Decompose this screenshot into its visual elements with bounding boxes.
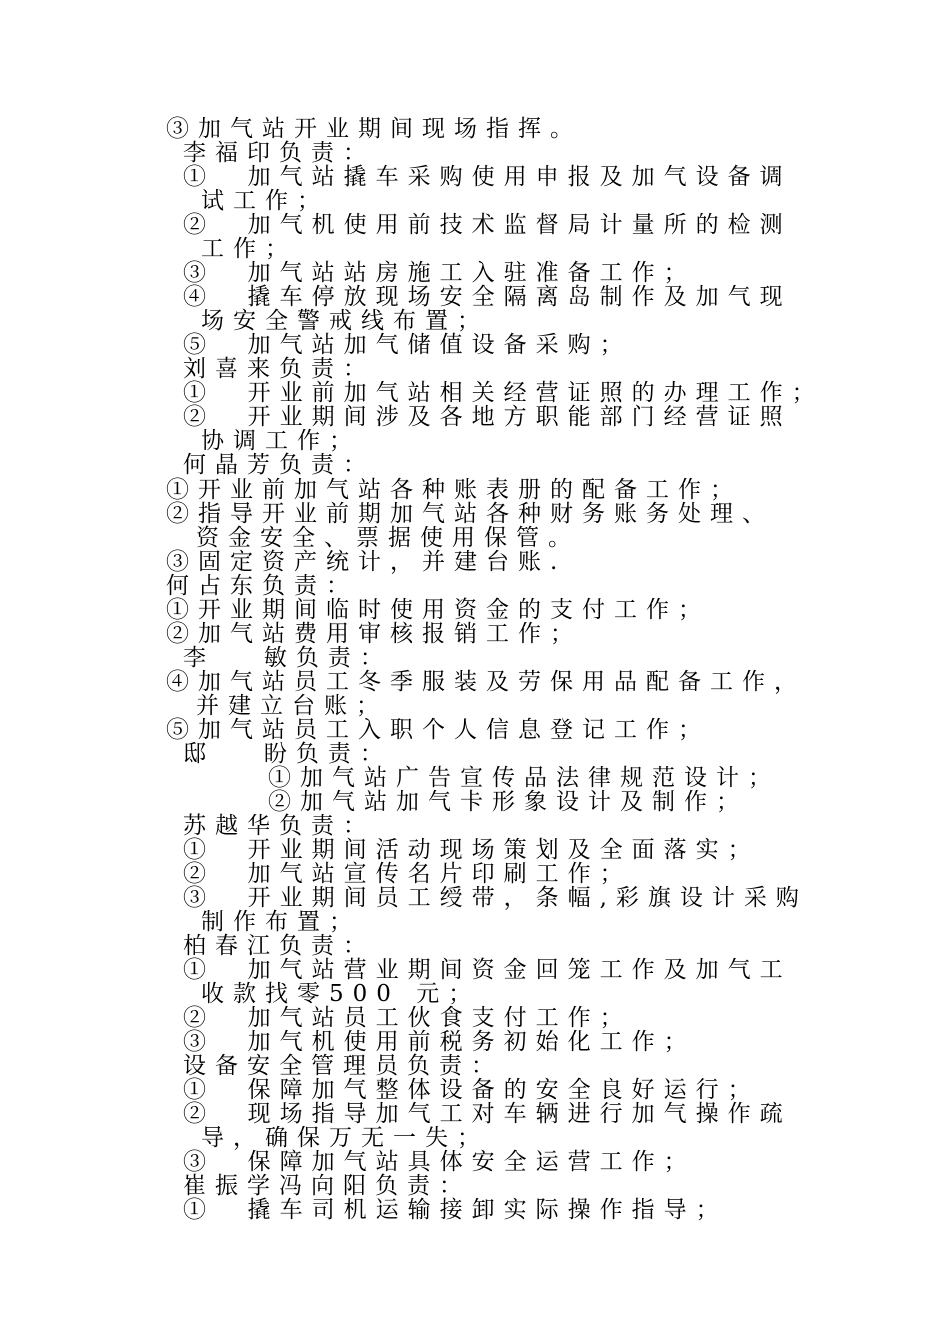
text-line: ⑤ 加气站加气储值设备采购； bbox=[183, 332, 632, 358]
text-line: 设备安全管理员负责： bbox=[183, 1053, 503, 1079]
text-line: 邸 盼负责： bbox=[183, 741, 392, 767]
text-line: ②指导开业前期加气站各种财务账务处理、 bbox=[166, 501, 774, 527]
text-line: ④加气站员工冬季服装及劳保用品配备工作， bbox=[166, 669, 806, 695]
text-line: 场安全警戒线布置； bbox=[201, 308, 489, 334]
text-line: 试工作； bbox=[201, 188, 329, 214]
text-line: ① 开业期间活动现场策划及全面落实； bbox=[183, 837, 760, 863]
text-line: ③ 开业期间员工绶带，条幅,彩旗设计采购 bbox=[183, 885, 808, 911]
text-line: ④ 撬车停放现场安全隔离岛制作及加气现 bbox=[183, 284, 792, 310]
text-line: 导，确保万无一失； bbox=[201, 1125, 489, 1151]
text-line: 李福印负责： bbox=[183, 140, 375, 166]
text-line: ① 加气站营业期间资金回笼工作及加气工 bbox=[183, 957, 792, 983]
text-line: 刘喜来负责： bbox=[183, 356, 375, 382]
text-line: ③ 保障加气站具体安全运营工作； bbox=[183, 1149, 696, 1175]
text-line: ② 现场指导加气工对车辆进行加气操作疏 bbox=[183, 1101, 792, 1127]
text-line: ② 加气站宣传名片印刷工作； bbox=[183, 861, 632, 887]
text-line: ③固定资产统计，并建台账. bbox=[166, 549, 567, 575]
text-line: 并建立台账； bbox=[196, 693, 388, 719]
text-line: ①加气站广告宣传品法律规范设计； bbox=[268, 765, 780, 791]
text-line: ② 开业期间涉及各地方职能部门经营证照 bbox=[183, 404, 792, 430]
text-line: 柏春江负责： bbox=[183, 933, 375, 959]
text-line: ① 保障加气整体设备的安全良好运行； bbox=[183, 1077, 760, 1103]
text-line: ① 开业前加气站相关经营证照的办理工作； bbox=[183, 380, 824, 406]
text-line: 苏越华负责： bbox=[183, 813, 375, 839]
text-line: 崔振学冯向阳负责： bbox=[183, 1173, 471, 1199]
text-line: 制作布置； bbox=[201, 909, 361, 935]
text-line: ③加气站开业期间现场指挥。 bbox=[166, 116, 582, 142]
text-line: ⑤加气站员工入职个人信息登记工作； bbox=[166, 717, 710, 743]
text-line: ②加气站加气卡形象设计及制作； bbox=[268, 789, 748, 815]
text-line: ①开业前加气站各种账表册的配备工作； bbox=[166, 477, 742, 503]
text-line: 工作； bbox=[201, 236, 297, 262]
text-line: 何占东负责： bbox=[166, 573, 358, 599]
text-line: 收款找零500 元； bbox=[201, 981, 481, 1007]
text-line: ③ 加气机使用前税务初始化工作； bbox=[183, 1029, 696, 1055]
text-line: 协调工作； bbox=[201, 428, 361, 454]
text-line: ② 加气站员工伙食支付工作； bbox=[183, 1005, 632, 1031]
text-line: ① 加气站撬车采购使用申报及加气设备调 bbox=[183, 164, 792, 190]
text-line: 李 敏负责： bbox=[183, 645, 392, 671]
text-line: ①开业期间临时使用资金的支付工作； bbox=[166, 597, 710, 623]
text-line: 何晶芳负责： bbox=[183, 452, 375, 478]
text-line: 资金安全、票据使用保管。 bbox=[196, 525, 580, 551]
text-line: ③ 加气站站房施工入驻准备工作； bbox=[183, 260, 696, 286]
text-line: ② 加气机使用前技术监督局计量所的检测 bbox=[183, 212, 792, 238]
text-line: ②加气站费用审核报销工作； bbox=[166, 621, 582, 647]
text-line: ① 撬车司机运输接卸实际操作指导； bbox=[183, 1197, 728, 1223]
